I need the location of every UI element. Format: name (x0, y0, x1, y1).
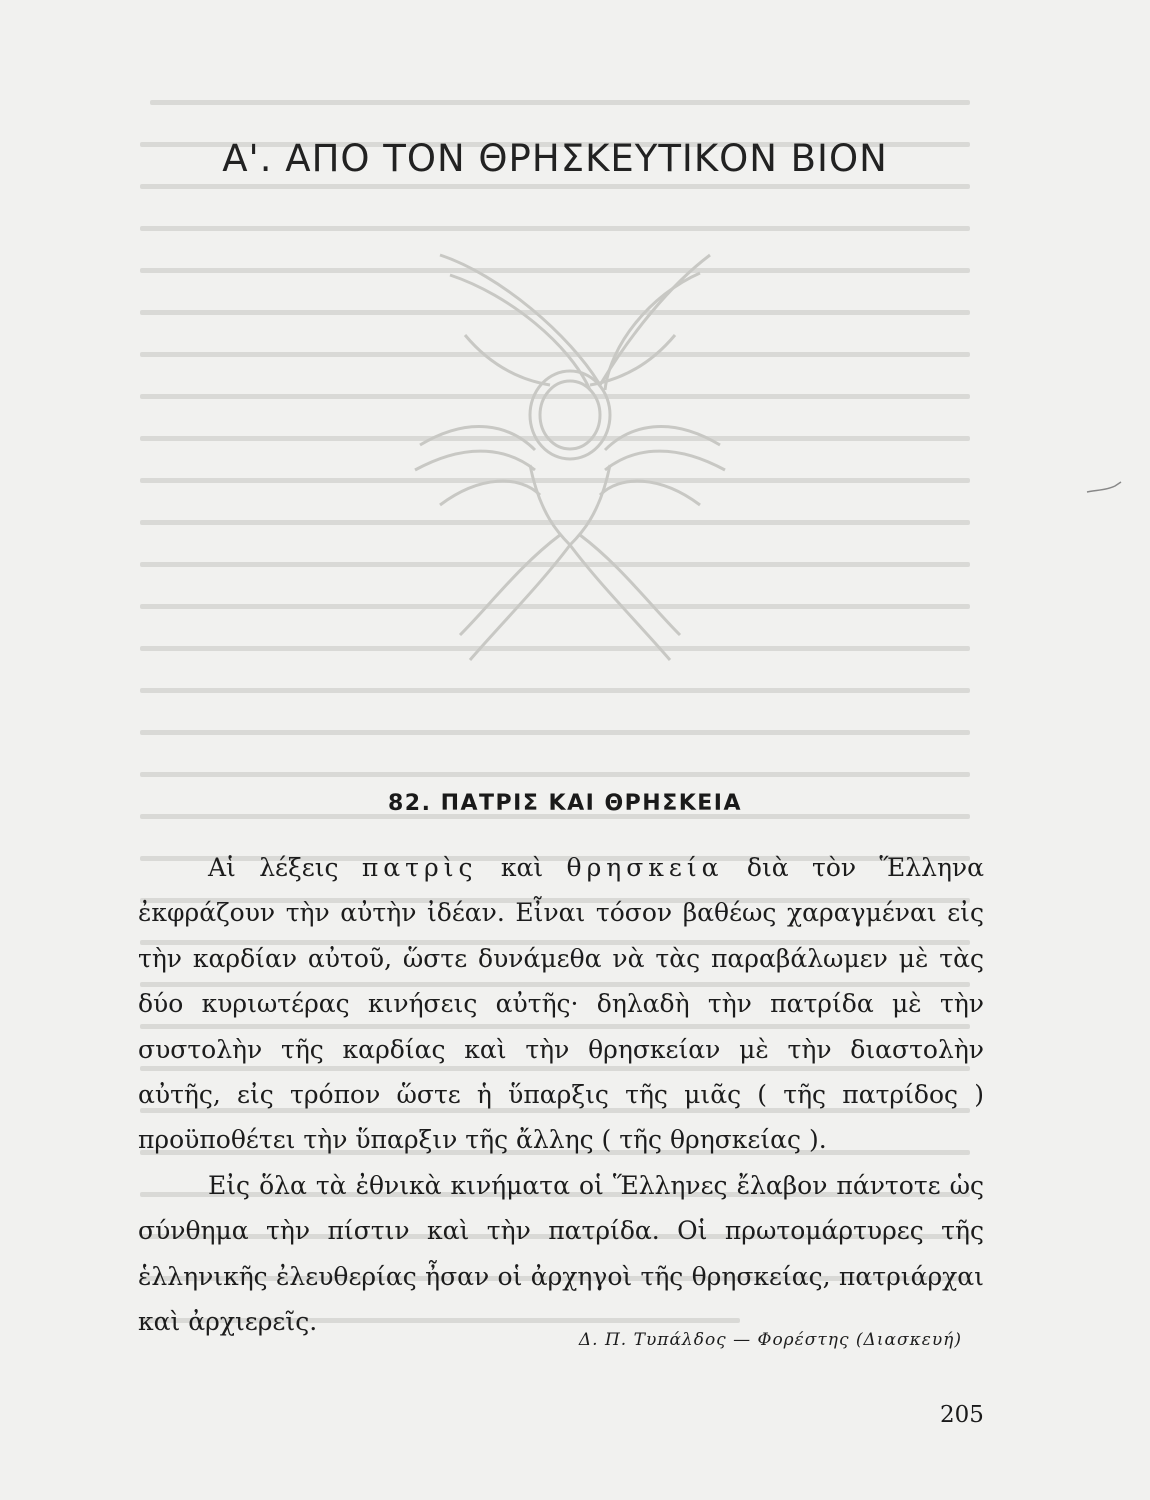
paragraph-1 (138, 845, 984, 1163)
section-heading: Α'. ΑΠΟ ΤΟΝ ΘΡΗΣΚΕΥΤΙΚΟΝ ΒΙΟΝ (222, 136, 888, 180)
spaced-word-patris: πατρὶς (361, 853, 478, 882)
p1-lead: Αἱ λέξεις (208, 853, 339, 882)
author-attribution: Δ. Π. Τυπάλδος — Φορέστης (Διασκευή) (578, 1330, 962, 1350)
paragraph-2: Εἰς ὅλα τὰ ἐθνικὰ κινήματα οἱ Ἕλληνες ἔλαβον πάντοτε ὡς σύνθημα τὴν πίστιν καὶ τὴν πατρίδα. Οἱ πρωτομάρτυρες τῆς ἑλληνικῆς ἐλευθερίας ἦσαν οἱ ἀρχηγοὶ τῆς θρησκείας, πατριάρχαι καὶ ἀρχιερεῖς. (138, 1170, 984, 1337)
seraph-vignette-illustration (410, 215, 730, 675)
article-title: 82. ΠΑΤΡΙΣ ΚΑΙ ΘΡΗΣΚΕΙΑ (387, 791, 743, 817)
pencil-mark (1085, 478, 1125, 498)
spaced-word-thriskeia: θρησκεία (566, 853, 724, 882)
page-number: 205 (940, 1402, 984, 1428)
p1-and: καὶ (500, 853, 544, 882)
p1-rest: διὰ τὸν Ἕλληνα ἐκφράζουν τὴν αὐτὴν ἰδέαν. Εἶναι τόσον βαθέως χαραγμέναι εἰς τὴν καρδίαν αὐτοῦ, ὥστε δυνάμεθα νὰ τὰς παραβάλωμεν μὲ τὰς δύο κυριωτέρας κινήσεις αὐτῆς· δηλαδὴ τὴν πατρίδα μὲ τὴν συστολὴν τῆς καρδίας καὶ τὴν θρησκείαν μὲ τὴν διαστολὴν αὐτῆς, εἰς τρόπον ὥστε ἡ ὕπαρξις τῆς μιᾶς ( τῆς πατρίδος ) προϋποθέτει τὴν ὕπαρξιν τῆς ἄλλης ( τῆς θρησκείας ). (138, 853, 985, 1155)
article-body (138, 845, 984, 1344)
